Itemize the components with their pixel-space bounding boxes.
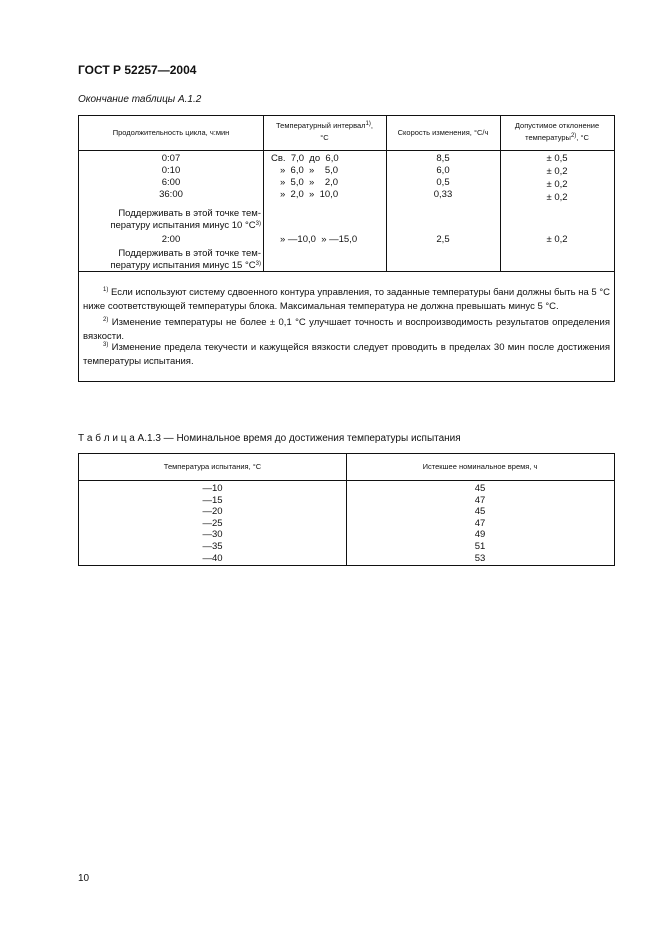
time-value: 45 <box>474 506 486 518</box>
row-3-interval: » 5,0 » 2,0 <box>280 177 339 188</box>
time-value: 51 <box>474 540 486 552</box>
table-a12 <box>78 115 615 382</box>
row-3-rate: 0,5 <box>436 177 450 188</box>
table-a12-caption: Окончание таблицы А.1.2 <box>78 94 202 105</box>
time-value: 53 <box>474 552 486 564</box>
row-5-interval: » —10,0 » —15,0 <box>280 234 358 245</box>
temperature-value: —30 <box>202 529 223 541</box>
maintain-note-2: Поддерживать в этой точке тем- пературу испытания минус 15 $^\circ С^{3)}$ <box>110 248 261 271</box>
row-2-interval: » 6,0 » 5,0 <box>280 165 339 176</box>
time-value: 47 <box>474 517 486 529</box>
temperature-value: —20 <box>202 506 223 518</box>
row-3-deviation: ± 0,2 <box>546 179 568 190</box>
footnote-3: $^{3)}$ Изменение предела текучести и кажущейся вязкости следует проводить в пределах 30 мин после достижения температуры испытания. <box>83 342 610 367</box>
header-interval: Температурный интервал$^{1)}$, °С <box>276 121 373 142</box>
document-code: ГОСТ Р 52257—2004 <box>78 63 197 77</box>
time-column <box>346 483 614 564</box>
row-1-rate: 8,5 <box>436 153 450 164</box>
row-5-rate: 2,5 <box>436 234 450 245</box>
temperature-column <box>79 483 346 564</box>
header-duration: Продолжительность цикла, ч:мин <box>112 128 230 137</box>
temperature-value: —40 <box>202 552 223 564</box>
row-2-deviation: ± 0,2 <box>546 166 568 177</box>
row-1-interval: Св. 7,0 до 6,0 <box>271 153 339 164</box>
header-deviation: Допустимое отклонение температуры$^{2)}$, °С <box>514 121 600 142</box>
row-4-rate: 0,33 <box>433 189 453 200</box>
time-value: 49 <box>474 529 486 541</box>
header-rate: Скорость изменения, °С/ч <box>397 128 489 137</box>
time-value: 47 <box>474 494 486 506</box>
table-a13 <box>78 453 615 566</box>
row-4-deviation: ± 0,2 <box>546 192 568 203</box>
row-1-deviation: ± 0,5 <box>546 153 568 164</box>
footnote-1: $^{1)}$ Если используют систему сдвоенного контура управления, то заданные температуры бани должны быть на 5 °С ниже соответствующей температуры блока. Максимальная температура не должна превышать минус 5 °С. <box>83 287 611 312</box>
row-4-interval: » 2,0 » 10,0 <box>280 189 339 200</box>
header-divider <box>79 150 614 151</box>
temperature-value: —35 <box>202 540 223 552</box>
row-5-deviation: ± 0,2 <box>546 234 568 245</box>
time-value: 45 <box>474 483 486 494</box>
temperature-value: —10 <box>202 483 223 494</box>
row-2-rate: 6,0 <box>436 165 450 176</box>
footnote-2: $^{2)}$ Изменение температуры не более ± 0,1 °С улучшает точность и воспроизводимость результатов определения вязкости. <box>83 317 611 342</box>
table-a13-caption: Т а б л и ц а А.1.3 — Номинальное время до достижения температуры испытания <box>78 433 461 444</box>
temperature-value: —15 <box>202 494 223 506</box>
header-temperature: Температура испытания, °С <box>163 462 262 471</box>
row-3-duration: 6:00 <box>161 177 181 188</box>
row-1-duration: 0:07 <box>161 153 181 164</box>
page-number: 10 <box>78 873 90 884</box>
header-elapsed-time: Истекшее номинальное время, ч <box>422 462 538 471</box>
row-2-duration: 0:10 <box>161 165 181 176</box>
row-5-duration: 2:00 <box>161 234 181 245</box>
temperature-value: —25 <box>202 517 223 529</box>
maintain-note-1: Поддерживать в этой точке тем- пературу испытания минус 10 $^\circ С^{3)}$ <box>110 208 261 231</box>
row-4-duration: 36:00 <box>159 189 183 200</box>
